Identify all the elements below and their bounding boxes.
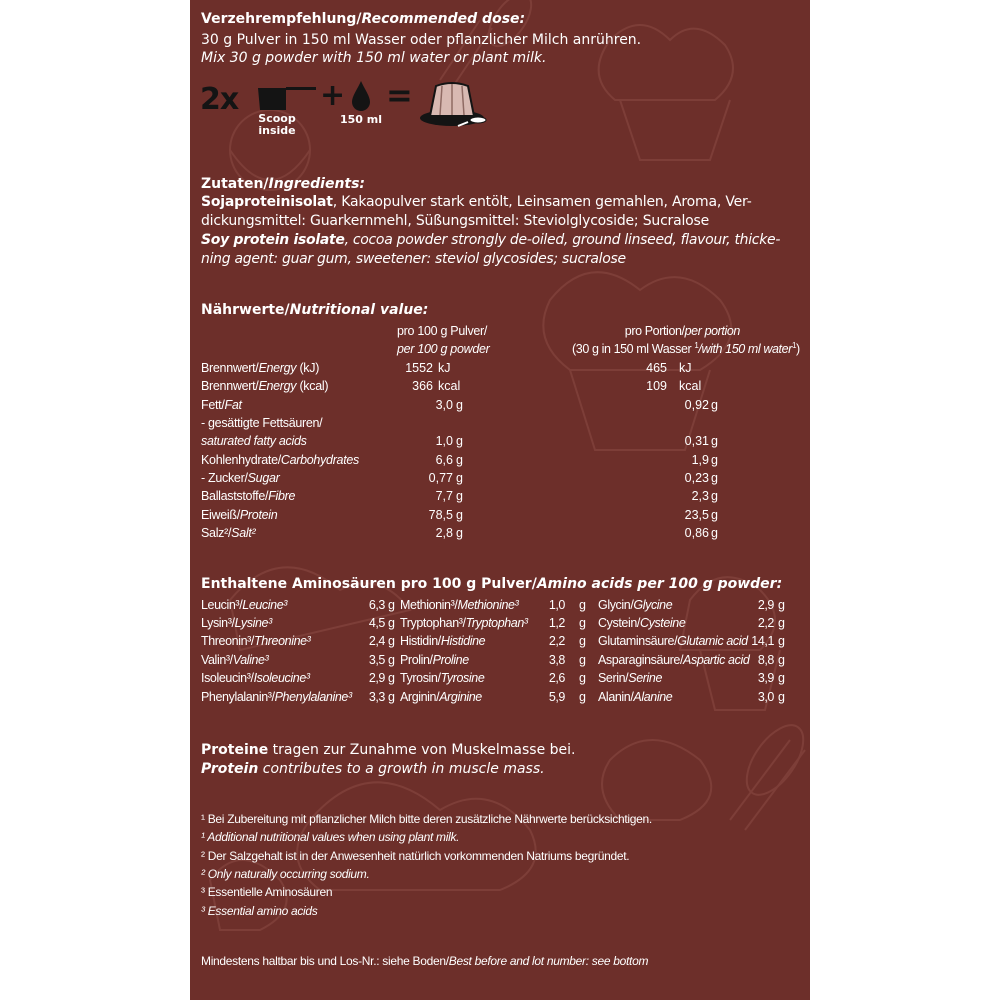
amino-name-en: Alanine: [633, 690, 673, 704]
claim-de-rest: tragen zur Zunahme von Muskelmasse bei.: [268, 742, 576, 758]
amino-value: 6,3: [368, 598, 385, 612]
dose-diagram: [200, 78, 520, 148]
nutrient-name-en: Protein: [239, 508, 278, 522]
amino-unit: g: [579, 671, 586, 685]
per-portion-unit: g: [711, 398, 718, 412]
nutrition-row: [201, 432, 791, 450]
nutrient-name-en: Fat: [224, 398, 242, 412]
amino-unit: g: [388, 671, 395, 685]
col2-header-line1: [572, 322, 788, 340]
amino-name-de: Isoleucin³/: [201, 671, 254, 685]
nutrition-row: [201, 524, 791, 542]
per-portion-unit: g: [711, 471, 718, 485]
amino-name-en: Histidine: [440, 634, 486, 648]
per-100g-unit: g: [456, 508, 463, 522]
nutrient-name-en: Fibre: [268, 489, 296, 503]
water-label: 150 ml: [340, 113, 383, 126]
nutrient-name-de: Kohlenhydrate/: [201, 453, 281, 467]
per-portion-value: 0,92: [684, 398, 709, 412]
col2-header-line2: [572, 340, 800, 358]
per-100g-value: 3,0: [435, 398, 453, 412]
amino-value: 3,8: [548, 653, 565, 667]
per-portion-unit: kcal: [679, 379, 702, 393]
nutrition-heading-en: Nutritional value:: [289, 302, 429, 318]
per-100g-value: 0,77: [428, 471, 453, 485]
claim-en: [201, 760, 545, 779]
amino-name-de: Asparaginsäure/: [598, 653, 684, 667]
amino-value: 3,9: [757, 671, 774, 685]
amino-name-en: Arginine: [439, 690, 482, 704]
amino-value: 5,9: [548, 690, 565, 704]
amino-name-en: Lysine³: [234, 616, 272, 630]
amino-unit: g: [778, 671, 785, 685]
per-portion-unit: g: [711, 489, 718, 503]
per-100g-unit: g: [456, 526, 463, 540]
amino-name-en: Leucine³: [242, 598, 288, 612]
claim-en-rest: contributes to a growth in muscle mass.: [258, 761, 545, 777]
amino-value: 2,6: [548, 671, 565, 685]
amino-value: 2,2: [757, 616, 774, 630]
multiplier-text: [200, 82, 238, 117]
amino-unit: g: [388, 653, 395, 667]
per-portion-unit: g: [711, 434, 718, 448]
water-drop-icon: [350, 80, 372, 112]
per-portion-unit: g: [711, 526, 718, 540]
nutrition-label: [201, 451, 401, 469]
amino-unit: g: [388, 690, 395, 704]
per-portion-unit: g: [711, 508, 718, 522]
amino-value: 1,0: [548, 598, 565, 612]
amino-name-en: Cysteine: [639, 616, 686, 630]
amino-name-en: Glutamic acid: [677, 634, 748, 648]
amino-unit: g: [778, 616, 785, 630]
amino-row: [190, 669, 810, 687]
nutrient-unit-suffix: (kJ): [296, 361, 320, 375]
nutrition-row: [201, 451, 791, 469]
footnote-2-en: ² Only naturally occurring sodium.: [201, 867, 370, 881]
claim-de: [201, 741, 576, 760]
per-portion-value: 465: [646, 361, 667, 375]
amino-name-de: Lysin³/: [201, 616, 235, 630]
nutrition-label: [201, 414, 401, 432]
amino-name: [598, 614, 685, 632]
nutrition-row: [201, 396, 791, 414]
col1-header-de: pro 100 g Pulver/: [397, 324, 488, 338]
amino-name-de: Serin/: [598, 671, 629, 685]
pudding-icon: [418, 80, 498, 128]
nutrition-label: [201, 469, 401, 487]
nutrition-heading: [201, 302, 428, 318]
col1-header-en: per 100 g powder: [397, 342, 490, 356]
nutrient-name-en: Energy: [258, 379, 297, 393]
amino-name-de: Tryptophan³/: [400, 616, 466, 630]
amino-value: 8,8: [757, 653, 774, 667]
col2-sub-b: /with 150 ml water: [698, 342, 792, 356]
scoop-icon: [256, 82, 318, 114]
per-portion-value: 1,9: [691, 453, 709, 467]
ingredients-de-line1: [201, 193, 752, 212]
per-100g-value: 366: [412, 379, 433, 393]
amino-unit: g: [778, 598, 785, 612]
nutrition-row: [201, 414, 791, 432]
amino-value: 2,9: [757, 598, 774, 612]
amino-name-de: Glutaminsäure/: [598, 634, 678, 648]
amino-row: [190, 632, 810, 650]
dose-text-de: 30 g Pulver in 150 ml Wasser oder pflanzlicher Milch anrühren.: [201, 32, 642, 48]
amino-value: 3,0: [757, 690, 774, 704]
nutrition-label: [201, 396, 401, 414]
ingredients-de-rest: , Kakaopulver stark entölt, Leinsamen gemahlen, Aroma, Ver-: [332, 194, 752, 210]
nutrient-name-de: - Zucker/: [201, 471, 248, 485]
nutrition-row: [201, 469, 791, 487]
col2-sub-c: ): [796, 342, 800, 356]
col2-header-de: pro Portion/: [624, 324, 685, 338]
per-100g-value: 6,6: [435, 453, 453, 467]
dose-text-en: Mix 30 g powder with 150 ml water or plant milk.: [201, 50, 547, 66]
nutrient-unit-suffix: (kcal): [296, 379, 329, 393]
per-100g-value: 1,0: [435, 434, 453, 448]
scoop-label-line2: inside: [258, 124, 296, 137]
amino-name-de: Glycin/: [598, 598, 634, 612]
amino-unit: g: [579, 653, 586, 667]
amino-name: [598, 669, 662, 687]
ingredients-en-line1: [201, 231, 780, 250]
nutrition-heading-de: Nährwerte/: [201, 302, 290, 318]
amino-name-de: Arginin/: [400, 690, 440, 704]
ingredients-heading: [201, 176, 365, 192]
per-portion-value: 0,31: [684, 434, 709, 448]
best-before-en: Best before and lot number: see bottom: [448, 954, 649, 968]
per-100g-unit: g: [456, 434, 463, 448]
amino-unit: g: [388, 598, 395, 612]
scoop-label-line1: Scoop: [258, 112, 296, 125]
per-100g-value: 1552: [405, 361, 433, 375]
amino-name-en: Threonine³: [253, 634, 311, 648]
nutrient-name-en: Sugar: [247, 471, 280, 485]
amino-unit: g: [388, 634, 395, 648]
amino-value: 4,5: [368, 616, 385, 630]
amino-value: 3,5: [368, 653, 385, 667]
nutrition-row: [201, 377, 791, 395]
amino-name-de: Methionin³/: [400, 598, 458, 612]
amino-row: [190, 596, 810, 614]
amino-unit: g: [778, 634, 785, 648]
dose-heading: [201, 11, 525, 27]
amino-heading-en: Amino acids per 100 g powder:: [536, 576, 783, 592]
footnote-2-de: ² Der Salzgehalt ist in der Anwesenheit natürlich vorkommenden Natriums begründet.: [201, 849, 630, 863]
amino-unit: g: [778, 653, 785, 667]
nutrient-name-en: saturated fatty acids: [201, 434, 307, 448]
amino-name-de: Phenylalanin³/: [201, 690, 275, 704]
nutrition-row: [201, 359, 791, 377]
equals-sign: =: [386, 76, 413, 114]
nutrient-name-de: Brennwert/: [201, 361, 259, 375]
amino-name-en: Tryptophan³: [465, 616, 528, 630]
per-portion-value: 0,86: [684, 526, 709, 540]
amino-unit: g: [778, 690, 785, 704]
amino-name-de: Tyrosin/: [400, 671, 441, 685]
ingredients-heading-de: Zutaten/: [201, 176, 269, 192]
amino-unit: g: [579, 598, 586, 612]
amino-row: [190, 614, 810, 632]
amino-value: 2,4: [368, 634, 385, 648]
amino-value: 1,2: [548, 616, 565, 630]
per-100g-unit: g: [456, 489, 463, 503]
nutrient-name-en: Energy: [258, 361, 297, 375]
footnote-3-de: ³ Essentielle Aminosäuren: [201, 885, 333, 899]
amino-name-de: Cystein/: [598, 616, 640, 630]
per-portion-value: 109: [646, 379, 667, 393]
product-label: [190, 0, 810, 1000]
nutrient-name-de: Eiweiß/: [201, 508, 240, 522]
amino-heading: [201, 576, 782, 592]
col2-header-en: per portion: [684, 324, 740, 338]
amino-value: 14,1: [751, 634, 774, 648]
nutrition-label: [201, 506, 401, 524]
amino-name-de: Prolin/: [400, 653, 433, 667]
per-100g-unit: g: [456, 471, 463, 485]
amino-row: [190, 651, 810, 669]
footnote-3-en: ³ Essential amino acids: [201, 904, 318, 918]
footnote-1-en: ¹ Additional nutritional values when using plant milk.: [201, 830, 460, 844]
nutrition-col2-header: [572, 322, 800, 358]
ingredients-en-line2: ning agent: guar gum, sweetener: steviol glycosides; sucralose: [201, 251, 626, 267]
amino-name-de: Valin³/: [201, 653, 233, 667]
footnote-1-de: ¹ Bei Zubereitung mit pflanzlicher Milch bitte deren zusätzliche Nährwerte berücksichtigen.: [201, 812, 652, 826]
amino-unit: g: [579, 634, 586, 648]
amino-row: [190, 688, 810, 706]
amino-unit: g: [388, 616, 395, 630]
amino-name: [598, 596, 672, 614]
per-100g-unit: g: [456, 453, 463, 467]
dose-heading-de: Verzehrempfehlung/: [201, 11, 362, 27]
amino-name-en: Aspartic acid: [683, 653, 750, 667]
amino-name-de: Histidin/: [400, 634, 441, 648]
amino-name-en: Phenylalanine³: [274, 690, 352, 704]
multiplier-value: 2x: [200, 82, 239, 117]
nutrient-name-de: Ballaststoffe/: [201, 489, 269, 503]
nutrition-row: [201, 487, 791, 505]
col2-sup-2: 1: [791, 340, 797, 350]
amino-name-en: Proline: [432, 653, 469, 667]
nutrition-label: [201, 432, 401, 450]
per-portion-value: 0,23: [684, 471, 709, 485]
nutrient-name-en: Salt²: [231, 526, 256, 540]
claim-de-bold: Proteine: [201, 742, 269, 758]
amino-heading-de: Enthaltene Aminosäuren pro 100 g Pulver/: [201, 576, 537, 592]
nutrition-col1-header: [397, 322, 490, 358]
ingredients-heading-en: Ingredients:: [268, 176, 366, 192]
amino-name-de: Threonin³/: [201, 634, 254, 648]
nutrient-name-de: Salz²/: [201, 526, 232, 540]
amino-value: 2,9: [368, 671, 385, 685]
amino-name: [598, 688, 672, 706]
per-portion-value: 23,5: [684, 508, 709, 522]
nutrition-label: [201, 524, 401, 542]
ingredients-de-bold: Sojaproteinisolat: [201, 194, 333, 210]
amino-value: 3,3: [368, 690, 385, 704]
per-100g-value: 78,5: [428, 508, 453, 522]
scoop-label: [255, 113, 299, 137]
dose-heading-en: Recommended dose:: [361, 11, 526, 27]
amino-name-de: Alanin/: [598, 690, 634, 704]
nutrition-row: [201, 506, 791, 524]
per-100g-unit: g: [456, 398, 463, 412]
col2-sup: 1: [694, 340, 699, 350]
plus-sign: +: [320, 78, 346, 113]
amino-name-en: Methionine³: [457, 598, 519, 612]
nutrition-label: [201, 487, 401, 505]
per-100g-value: 7,7: [435, 489, 453, 503]
amino-name-en: Tyrosine: [440, 671, 485, 685]
amino-value: 2,2: [548, 634, 565, 648]
nutrient-name-en: Carbohydrates: [280, 453, 359, 467]
nutrient-name-de: - gesättigte Fettsäuren/: [201, 416, 323, 430]
ingredients-en-rest: , cocoa powder strongly de-oiled, ground linseed, flavour, thicke-: [344, 232, 781, 248]
nutrient-name-de: Fett/: [201, 398, 225, 412]
amino-name-en: Isoleucine³: [253, 671, 310, 685]
ingredients-de-line2: dickungsmittel: Guarkernmehl, Süßungsmittel: Steviolglycoside; Sucralose: [201, 213, 710, 229]
amino-unit: g: [579, 690, 586, 704]
col2-sub-a: (30 g in 150 ml Wasser: [572, 342, 695, 356]
per-portion-unit: kJ: [679, 361, 692, 375]
per-portion-value: 2,3: [691, 489, 709, 503]
ingredients-en-bold: Soy protein isolate: [201, 232, 345, 248]
nutrient-name-de: Brennwert/: [201, 379, 259, 393]
amino-name-en: Valine³: [232, 653, 269, 667]
amino-name-en: Serine: [628, 671, 662, 685]
amino-name-en: Glycine: [633, 598, 673, 612]
claim-en-bold: Protein: [201, 761, 259, 777]
amino-unit: g: [579, 616, 586, 630]
per-100g-unit: kJ: [438, 361, 451, 375]
amino-name-de: Leucin³/: [201, 598, 243, 612]
best-before: [201, 954, 648, 968]
per-100g-unit: kcal: [438, 379, 461, 393]
per-portion-unit: g: [711, 453, 718, 467]
best-before-de: Mindestens haltbar bis und Los-Nr.: siehe Boden/: [201, 954, 449, 968]
per-100g-value: 2,8: [435, 526, 453, 540]
